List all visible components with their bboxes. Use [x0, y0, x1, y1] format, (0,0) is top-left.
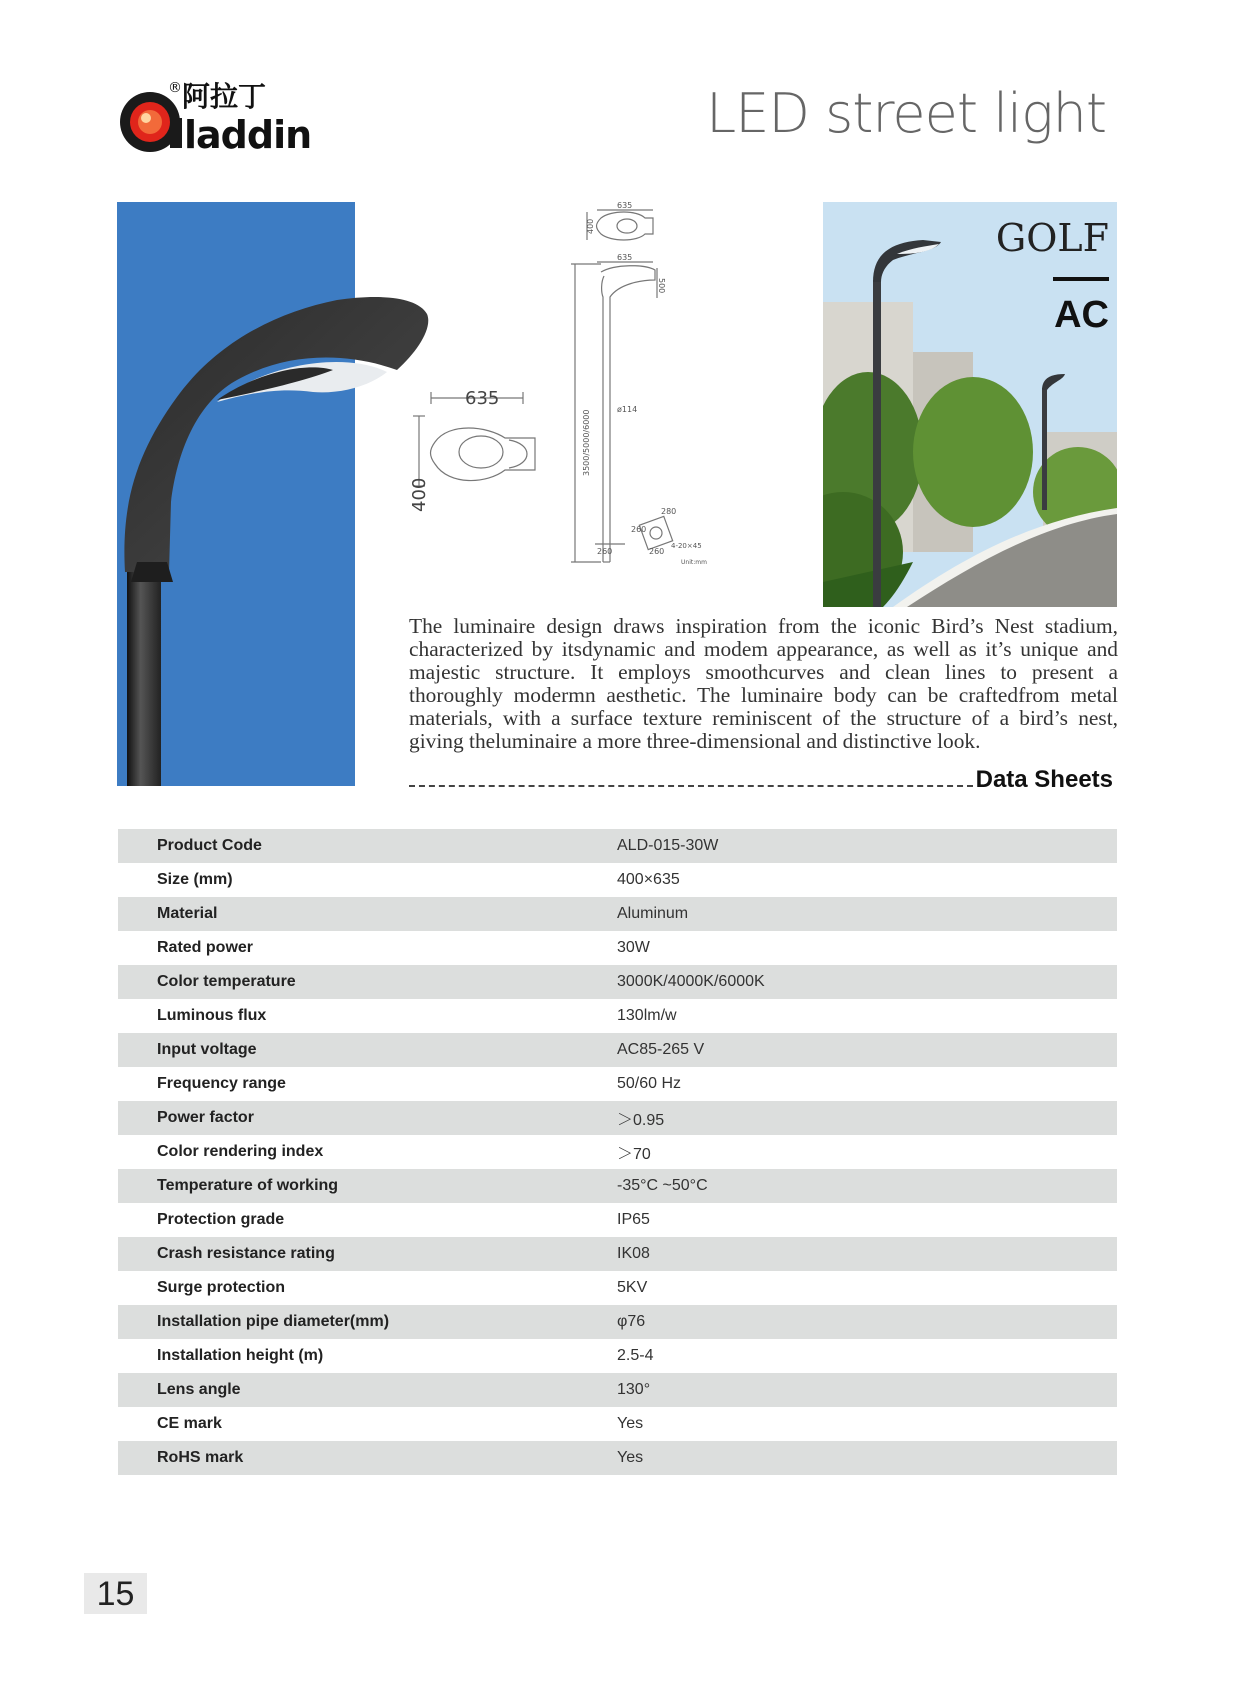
technical-drawing	[405, 202, 815, 607]
spec-row	[118, 829, 1117, 863]
spec-value: Aluminum	[617, 897, 1117, 931]
spec-key: Lens angle	[118, 1373, 617, 1407]
spec-value: ALD-015-30W	[617, 829, 1117, 863]
spec-value: φ76	[617, 1305, 1117, 1339]
spec-value: Yes	[617, 1415, 644, 1432]
svg-text:260: 260	[649, 547, 665, 556]
svg-text:280: 280	[661, 507, 677, 516]
svg-text:635: 635	[617, 202, 633, 210]
spec-value: -35°C ~50°C	[617, 1169, 1117, 1203]
spec-value: ＞70	[617, 1145, 651, 1163]
spec-key: CE mark	[157, 1415, 222, 1432]
spec-key: Surge protection	[157, 1279, 286, 1296]
spec-row	[118, 931, 1117, 965]
spec-key: Rated power	[157, 939, 254, 956]
spec-key: Protection grade	[157, 1211, 285, 1228]
spec-row	[118, 1101, 1117, 1135]
spec-value: AC85-265 V	[617, 1033, 1117, 1067]
spec-table	[118, 829, 1117, 1475]
aladdin-logo	[116, 78, 316, 154]
power-type: AC	[1054, 294, 1109, 336]
spec-row	[118, 1135, 1117, 1169]
spec-key: Luminous flux	[157, 1007, 267, 1024]
spec-key: RoHS mark	[118, 1441, 617, 1475]
spec-value: 400×635	[617, 871, 680, 888]
svg-text:260: 260	[631, 525, 647, 534]
spec-value: 130°	[617, 1373, 1117, 1407]
installation-photo	[823, 202, 1117, 607]
spec-key: Installation height (m)	[157, 1347, 324, 1364]
spec-value: IK08	[617, 1237, 1117, 1271]
spec-row	[118, 1169, 1117, 1203]
spec-row	[118, 897, 1117, 931]
spec-value: 5KV	[617, 1279, 648, 1296]
spec-value: 30W	[617, 939, 650, 956]
spec-value: Yes	[617, 1441, 1117, 1475]
spec-key: Color temperature	[118, 965, 617, 999]
svg-text:635: 635	[617, 253, 633, 262]
svg-text:laddin: laddin	[184, 113, 312, 154]
spec-row	[118, 1339, 1117, 1373]
page-title: LED street light	[706, 82, 1106, 145]
spec-row	[118, 1067, 1117, 1101]
spec-row	[118, 1203, 1117, 1237]
spec-row	[118, 1407, 1117, 1441]
spec-key: Material	[118, 897, 617, 931]
spec-value: ＞0.95	[617, 1101, 1117, 1135]
title-divider	[1053, 277, 1109, 281]
svg-text:4-20×45: 4-20×45	[671, 542, 702, 550]
svg-text:500: 500	[657, 278, 666, 294]
dashed-divider	[409, 785, 973, 787]
spec-row	[118, 1271, 1117, 1305]
spec-row	[118, 999, 1117, 1033]
spec-key: Power factor	[118, 1101, 617, 1135]
spec-key: Temperature of working	[118, 1169, 617, 1203]
spec-key: Installation pipe diameter(mm)	[118, 1305, 617, 1339]
spec-key: Frequency range	[157, 1075, 286, 1092]
svg-text:3500/5000/6000: 3500/5000/6000	[582, 409, 591, 476]
svg-text:635: 635	[465, 388, 500, 409]
series-name: GOLF	[995, 216, 1109, 260]
spec-key: Crash resistance rating	[118, 1237, 617, 1271]
spec-row	[118, 1305, 1117, 1339]
spec-value: 3000K/4000K/6000K	[617, 965, 1117, 999]
spec-key: Product Code	[118, 829, 617, 863]
spec-value: IP65	[617, 1211, 650, 1228]
spec-row	[118, 1373, 1117, 1407]
spec-key: Color rendering index	[157, 1143, 324, 1160]
svg-text:Unit:mm: Unit:mm	[681, 559, 707, 566]
spec-value: 2.5-4	[617, 1347, 654, 1364]
spec-key: Input voltage	[118, 1033, 617, 1067]
spec-row	[118, 863, 1117, 897]
product-lamp-image	[117, 202, 437, 786]
svg-text:阿拉丁: 阿拉丁	[182, 80, 267, 113]
svg-text:400: 400	[409, 477, 430, 512]
spec-row	[118, 1033, 1117, 1067]
spec-row	[118, 965, 1117, 999]
product-description: The luminaire design draws inspiration from the iconic Bird’s Nest stadium, characterized by itsdynamic and modem appearance, as well as it’s unique and majestic structure. It employs smoothcurves and clean lines to present a thoroughly modermn aesthetic. The luminaire body can be craftedfrom metal materials, with a surface texture reminiscent of the structure of a bird’s nest, giving theluminaire a more three-dimensional and distinctive look.	[409, 614, 1118, 753]
spec-key: Size (mm)	[157, 871, 233, 888]
svg-text:ø114: ø114	[617, 405, 638, 414]
page-number: 15	[84, 1573, 147, 1614]
section-heading: Data Sheets	[975, 766, 1113, 793]
spec-value: 50/60 Hz	[617, 1075, 682, 1092]
svg-text:®: ®	[168, 80, 182, 96]
photo-scene	[823, 202, 1117, 607]
svg-text:260: 260	[597, 547, 613, 556]
svg-text:400: 400	[586, 218, 595, 234]
spec-row	[118, 1237, 1117, 1271]
spec-row	[118, 1441, 1117, 1475]
spec-value: 130lm/w	[617, 1007, 677, 1024]
